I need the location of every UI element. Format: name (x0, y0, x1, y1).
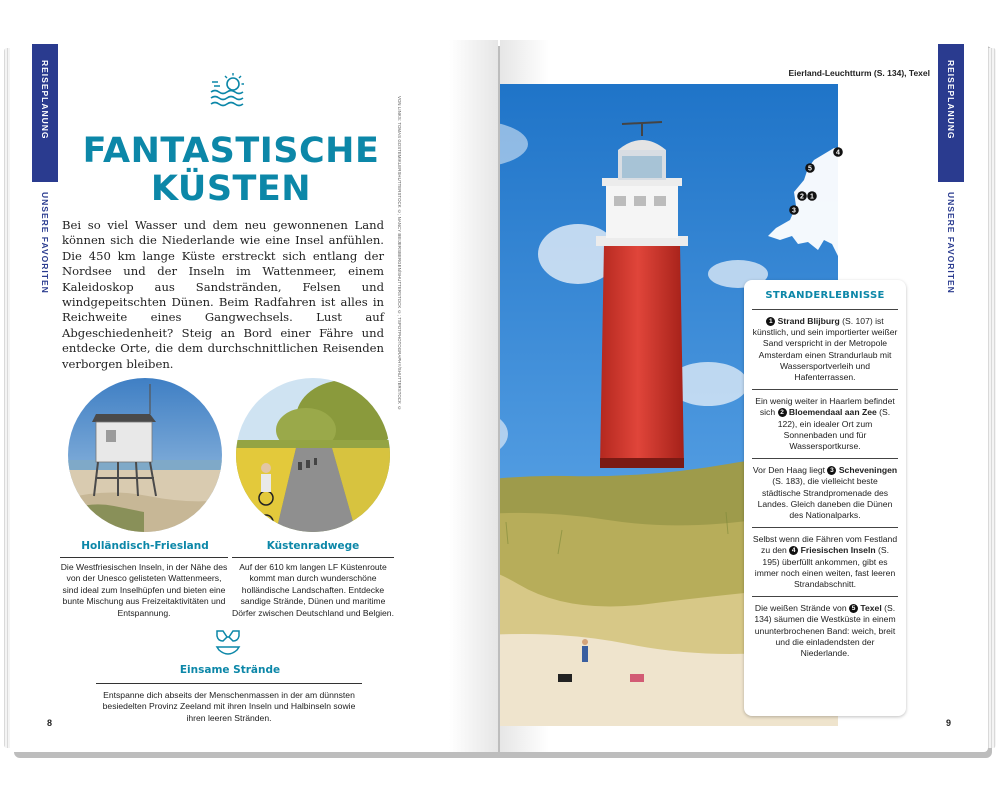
photo-credits: VON LINKS: TOMAS GOSTEMIKLERSHUTTERSTOCK ©; NANCY BEIJERSBERGEN/SHUTTERSTOCK ©; TSPOTPHOTOGRAPHY/SHUTTERSTOCK © (397, 96, 402, 411)
item-lead: Vor Den Haag liegt (752, 465, 828, 476)
info-item (752, 534, 898, 590)
page-title (66, 132, 396, 208)
info-item (752, 465, 898, 521)
page-number-left: 8 (47, 718, 53, 728)
side-tab-right (938, 44, 964, 182)
number-badge: 4 (789, 546, 798, 555)
section-heading-friesland: Holländisch-Friesland (81, 540, 209, 552)
item-text: (S. 134) säumen die Westküste in einem ununterbrochenen Band: weich, breit und die einladendsten der Niederlande. (754, 603, 896, 659)
item-text: (S. 107) ist künstlich, und sein importierter weißer Sand verspricht in der Metropole Amsterdam einen Strandurlaub mit Wassersportverleih und Hafenterrassen. (752, 316, 898, 383)
item-lead: Ein wenig weiter in Haarlem befindet sich (755, 396, 895, 418)
number-badge: 1 (766, 317, 775, 326)
item-name: Texel (860, 603, 882, 614)
map-marker: 4 (836, 149, 840, 157)
item-lead: Die weißen Strände von (754, 603, 849, 614)
item-name: Scheveningen (838, 465, 898, 476)
side-tab-left (32, 44, 58, 182)
section-rule (60, 557, 228, 558)
title-line-2: KÜSTEN (150, 169, 312, 209)
section-rule (96, 683, 362, 684)
side-subtab-label: UNSERE FAVORITEN (946, 192, 956, 294)
sun-waves-icon (208, 72, 248, 108)
side-subtab-label: UNSERE FAVORITEN (40, 192, 50, 294)
section-text-friesland: Die Westfriesischen Inseln, in der Nähe des von der Unesco gelisteten Wattenmeers, sind ideal zum Inselhüpfen und bieten eine bunte Mischung aus Freizeitaktivitäten und Entspannung. (60, 562, 228, 618)
side-tab-label: REISEPLANUNG (40, 60, 50, 140)
item-lead: Selbst wenn die Fähren vom Festland zu den (752, 534, 898, 556)
title-line-1: FANTASTISCHE (82, 131, 380, 171)
strand-info-box (744, 280, 906, 716)
left-page (10, 40, 498, 752)
item-text: (S. 122), ein idealer Ort zum Sonnenbaden und für Wassersportkurse. (777, 407, 891, 452)
info-item (752, 396, 898, 452)
section-heading-radwege: Küstenradwege (266, 540, 360, 552)
item-name: Bloemendaal aan Zee (788, 407, 877, 418)
info-separator (752, 596, 898, 597)
map-marker: 2 (800, 193, 804, 201)
item-name: Friesischen Inseln (800, 545, 876, 556)
photo-cyclists (236, 378, 390, 532)
info-separator (752, 389, 898, 390)
page-number-right: 9 (946, 718, 952, 728)
number-badge: 3 (827, 466, 836, 475)
info-separator (752, 527, 898, 528)
section-rule (232, 557, 394, 558)
section-text-radwege: Auf der 610 km langen LF Küstenroute kommt man durch wunderschöne holländische Landschaften. Entdecke sandige Strände, Dünen und maritime Dörfer zwischen Deutschland und Belgien. (232, 562, 394, 618)
map-marker: 3 (792, 207, 796, 215)
photo-caption: Eierland-Leuchtturm (S. 134), Texel (788, 68, 930, 78)
number-badge: 5 (849, 604, 858, 613)
map-marker: 5 (808, 165, 812, 173)
info-item (752, 603, 898, 659)
info-rule (752, 309, 898, 310)
info-item (752, 316, 898, 383)
section-text-straende: Entspanne dich abseits der Menschenmassen in der am dünnsten besiedelten Provinz Zeeland mit ihren Inseln und Halbinseln sowie ihren leeren Stränden. (102, 690, 356, 723)
side-tab-label: REISEPLANUNG (946, 60, 956, 140)
item-name: Strand Blijburg (777, 316, 840, 326)
info-separator (752, 458, 898, 459)
item-text: (S. 183), die vielleicht beste städtische Strandpromenade des Landes. Gleich daneben die Dünen des Nationalparks. (757, 476, 893, 521)
bikini-icon (214, 628, 242, 658)
photo-beach-hut (68, 378, 222, 532)
info-box-title: STRANDERLEBNISSE (765, 290, 885, 301)
map-marker: 1 (810, 193, 814, 201)
number-badge: 2 (778, 408, 787, 417)
item-text: (S. 195) überfüllt ankommen, gibt es immer noch einen weiten, fast leeren Strandabschnitt. (754, 545, 896, 590)
section-heading-straende: Einsame Strände (179, 664, 281, 676)
netherlands-map (754, 140, 884, 270)
intro-paragraph: Bei so viel Wasser und dem neu gewonnenen Land können sich die Niederlande wie eine Insel anfühlen. Die 450 km lange Küste erstreckt sich entlang der Nordsee und der Inseln im Wattenmeer, einem Kaleidoskop aus Sandstränden, Felsen und windgepeitschten Dünen. Beim Radfahren ist alles in Reichweite eines Gangwechsels. Lust auf Abgeschiedenheit? Steig an Bord einer Fähre und entdecke Orte, die dem durchschnittlichen Reisenden verborgen bleiben. (62, 218, 384, 371)
right-page (500, 40, 988, 752)
